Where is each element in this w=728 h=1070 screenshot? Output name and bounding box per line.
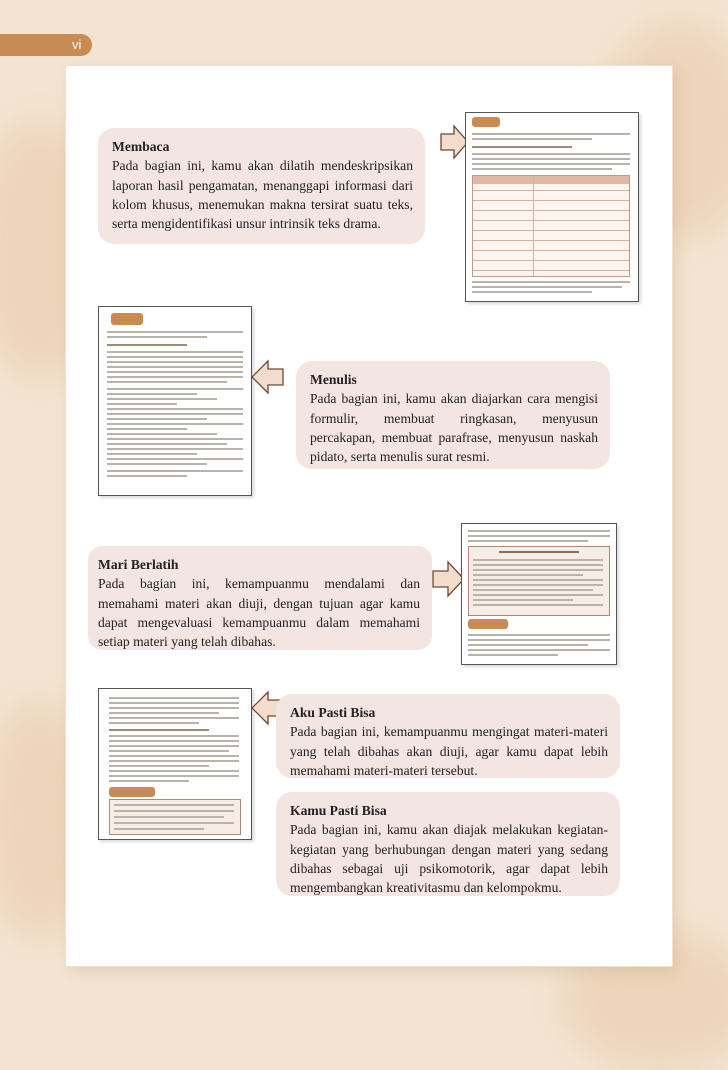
page-number: vi — [0, 34, 92, 56]
card-title: Menulis — [310, 372, 357, 387]
left-arrow-icon — [250, 359, 284, 395]
card-body: Pada bagian ini, kemampuanmu mengingat materi-materi yang telah dibahas akan diuji, agar kamu dapat lebih memahami materi-materi tersebut. — [290, 724, 608, 778]
card-title: Kamu Pasti Bisa — [290, 803, 387, 818]
page-thumbnail-pasti-bisa — [98, 688, 252, 840]
card-title: Mari Berlatih — [98, 557, 179, 572]
card-membaca — [98, 128, 425, 244]
card-title: Membaca — [112, 139, 170, 154]
card-kamu-pasti-bisa — [276, 792, 620, 896]
card-aku-pasti-bisa — [276, 694, 620, 778]
page-thumbnail-mari-berlatih — [461, 523, 617, 665]
card-title: Aku Pasti Bisa — [290, 705, 376, 720]
card-body: Pada bagian ini, kamu akan diajak melakukan kegiatan-kegiatan yang berhubungan dengan materi yang sedang dibahas sebagai uji psikomotorik, agar dapat lebih mengembangkan kreativitasmu dan kelompokmu. — [290, 822, 608, 896]
page-thumbnail-menulis — [98, 306, 252, 496]
card-mari-berlatih — [88, 546, 432, 650]
card-body: Pada bagian ini, kamu akan diajarkan cara mengisi formulir, membuat ringkasan, menyusun percakapan, membuat parafrase, menyusun naskah pidato, serta menulis surat resmi. — [310, 391, 598, 465]
card-body: Pada bagian ini, kemampuanmu mendalami dan memahami materi akan diuji, dengan tujuan agar kamu dapat mengevaluasi kemampuanmu dalam memahami setiap materi yang telah dibahas. — [98, 576, 420, 650]
card-menulis — [296, 361, 610, 469]
card-body: Pada bagian ini, kamu akan dilatih mendeskripsikan laporan hasil pengamatan, menanggapi informasi dari kolom khusus, menemukan makna tersirat suatu teks, serta mengidentifikasi unsur intrinsik teks drama. — [112, 158, 413, 232]
page-thumbnail-membaca — [465, 112, 639, 302]
